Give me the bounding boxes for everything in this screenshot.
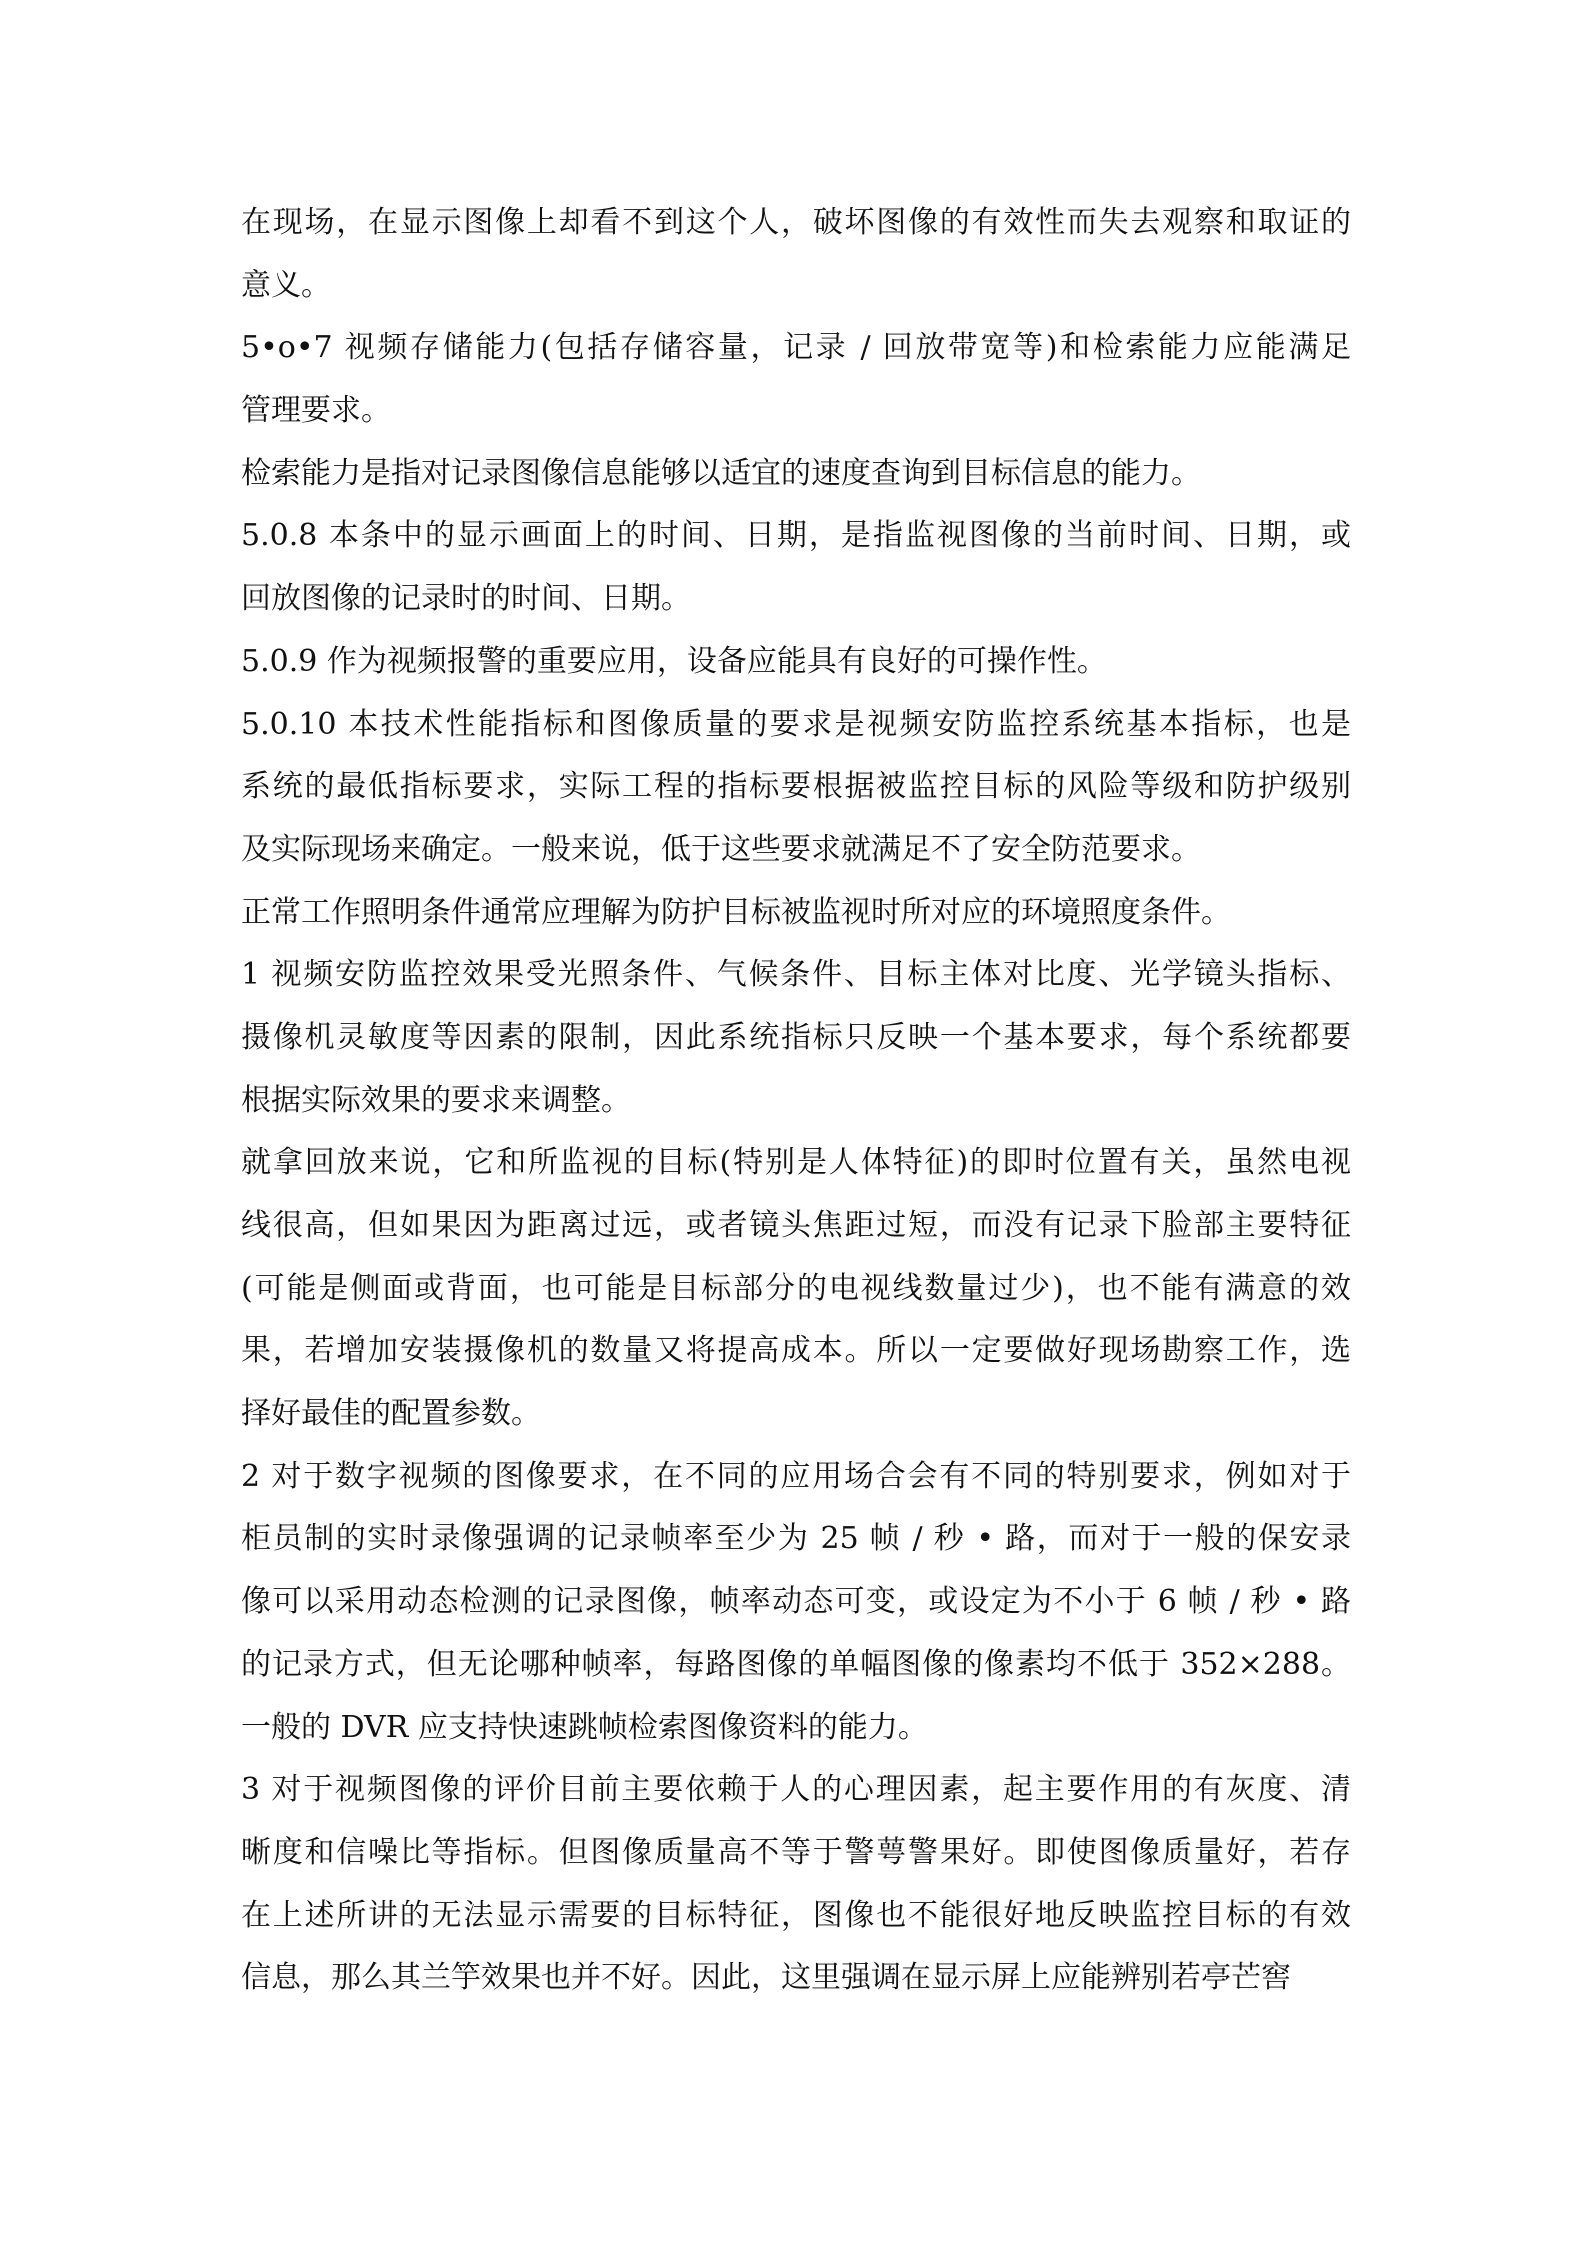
text-line: 3 对于视频图像的评价目前主要依赖于人的心理因素，起主要作用的有灰度、清 [241, 1772, 1351, 1808]
paragraph [241, 882, 1351, 945]
paragraph [241, 443, 1351, 506]
text-line: 管理要求。 [241, 393, 391, 429]
text-line: 及实际现场来确定。一般来说，低于这些要求就满足不了安全防范要求。 [241, 831, 1201, 867]
text-line: 在现场，在显示图像上却看不到这个人，破坏图像的有效性而失去观察和取证的 [241, 205, 1351, 240]
text-line: 在上述所讲的无法显示需要的目标特征，图像也不能很好地反映监控目标的有效 [241, 1897, 1351, 1933]
text-line: 意义。 [241, 267, 331, 303]
text-line: 1 视频安防监控效果受光照条件、气候条件、目标主体对比度、光学镜头指标、 [241, 957, 1351, 993]
text-line: 像可以采用动态检测的记录图像，帧率动态可变，或设定为不小于 6 帧 / 秒 • 路 [241, 1584, 1351, 1620]
paragraph [241, 1132, 1351, 1445]
paragraph [241, 1759, 1351, 2010]
text-line: 信息，那么其兰竽效果也并不好。因此，这里强调在显示屏上应能辨别若亭芒窖 [241, 1960, 1291, 1996]
paragraph [241, 192, 1351, 317]
text-line: 5.0.8 本条中的显示画面上的时间、日期，是指监视图像的当前时间、日期，或 [241, 518, 1351, 554]
text-line: 就拿回放来说，它和所监视的目标(特别是人体特征)的即时位置有关，虽然电视 [241, 1145, 1351, 1181]
text-line: 正常工作照明条件通常应理解为防护目标被监视时所对应的环境照度条件。 [241, 894, 1231, 930]
paragraph [241, 505, 1351, 630]
text-line: 晰度和信噪比等指标。但图像质量高不等于警萼警果好。即使图像质量好，若存 [241, 1834, 1351, 1870]
paragraph [241, 1446, 1351, 1759]
paragraph [241, 317, 1351, 442]
text-line: 择好最佳的配置参数。 [241, 1396, 541, 1432]
text-line: 的记录方式，但无论哪种帧率，每路图像的单幅图像的像素均不低于 352×288。 [241, 1646, 1351, 1682]
text-line: 线很高，但如果因为距离过远，或者镜头焦距过短，而没有记录下脸部主要特征 [241, 1208, 1351, 1243]
paragraph [241, 694, 1351, 882]
text-line: 回放图像的记录时的时间、日期。 [241, 581, 691, 617]
text-line: 5.0.10 本技术性能指标和图像质量的要求是视频安防监控系统基本指标，也是 [241, 706, 1351, 742]
text-line: 5.0.9 作为视频报警的重要应用，设备应能具有良好的可操作性。 [241, 643, 1107, 679]
text-line: (可能是侧面或背面，也可能是目标部分的电视线数量过少)，也不能有满意的效 [241, 1270, 1351, 1306]
text-line: 摄像机灵敏度等因素的限制，因此系统指标只反映一个基本要求，每个系统都要 [241, 1019, 1351, 1055]
text-line: 2 对于数字视频的图像要求，在不同的应用场合会有不同的特别要求，例如对于 [241, 1458, 1351, 1494]
text-line: 5•o•7 视频存储能力(包括存储容量，记录 / 回放带宽等)和检索能力应能满足 [241, 330, 1351, 366]
paragraph [241, 944, 1351, 1132]
text-line: 一般的 DVR 应支持快速跳帧检索图像资料的能力。 [241, 1709, 928, 1745]
text-line: 根据实际效果的要求来调整。 [241, 1082, 631, 1118]
text-line: 系统的最低指标要求，实际工程的指标要根据被监控目标的风险等级和防护级别 [241, 769, 1351, 805]
text-line: 果，若增加安装摄像机的数量又将提高成本。所以一定要做好现场勘察工作，选 [241, 1333, 1351, 1369]
text-line: 检索能力是指对记录图像信息能够以适宜的速度查询到目标信息的能力。 [241, 455, 1201, 491]
text-line: 柜员制的实时录像强调的记录帧率至少为 25 帧 / 秒 • 路，而对于一般的保安录 [241, 1521, 1351, 1557]
document-body [241, 192, 1351, 2010]
paragraph [241, 631, 1351, 694]
